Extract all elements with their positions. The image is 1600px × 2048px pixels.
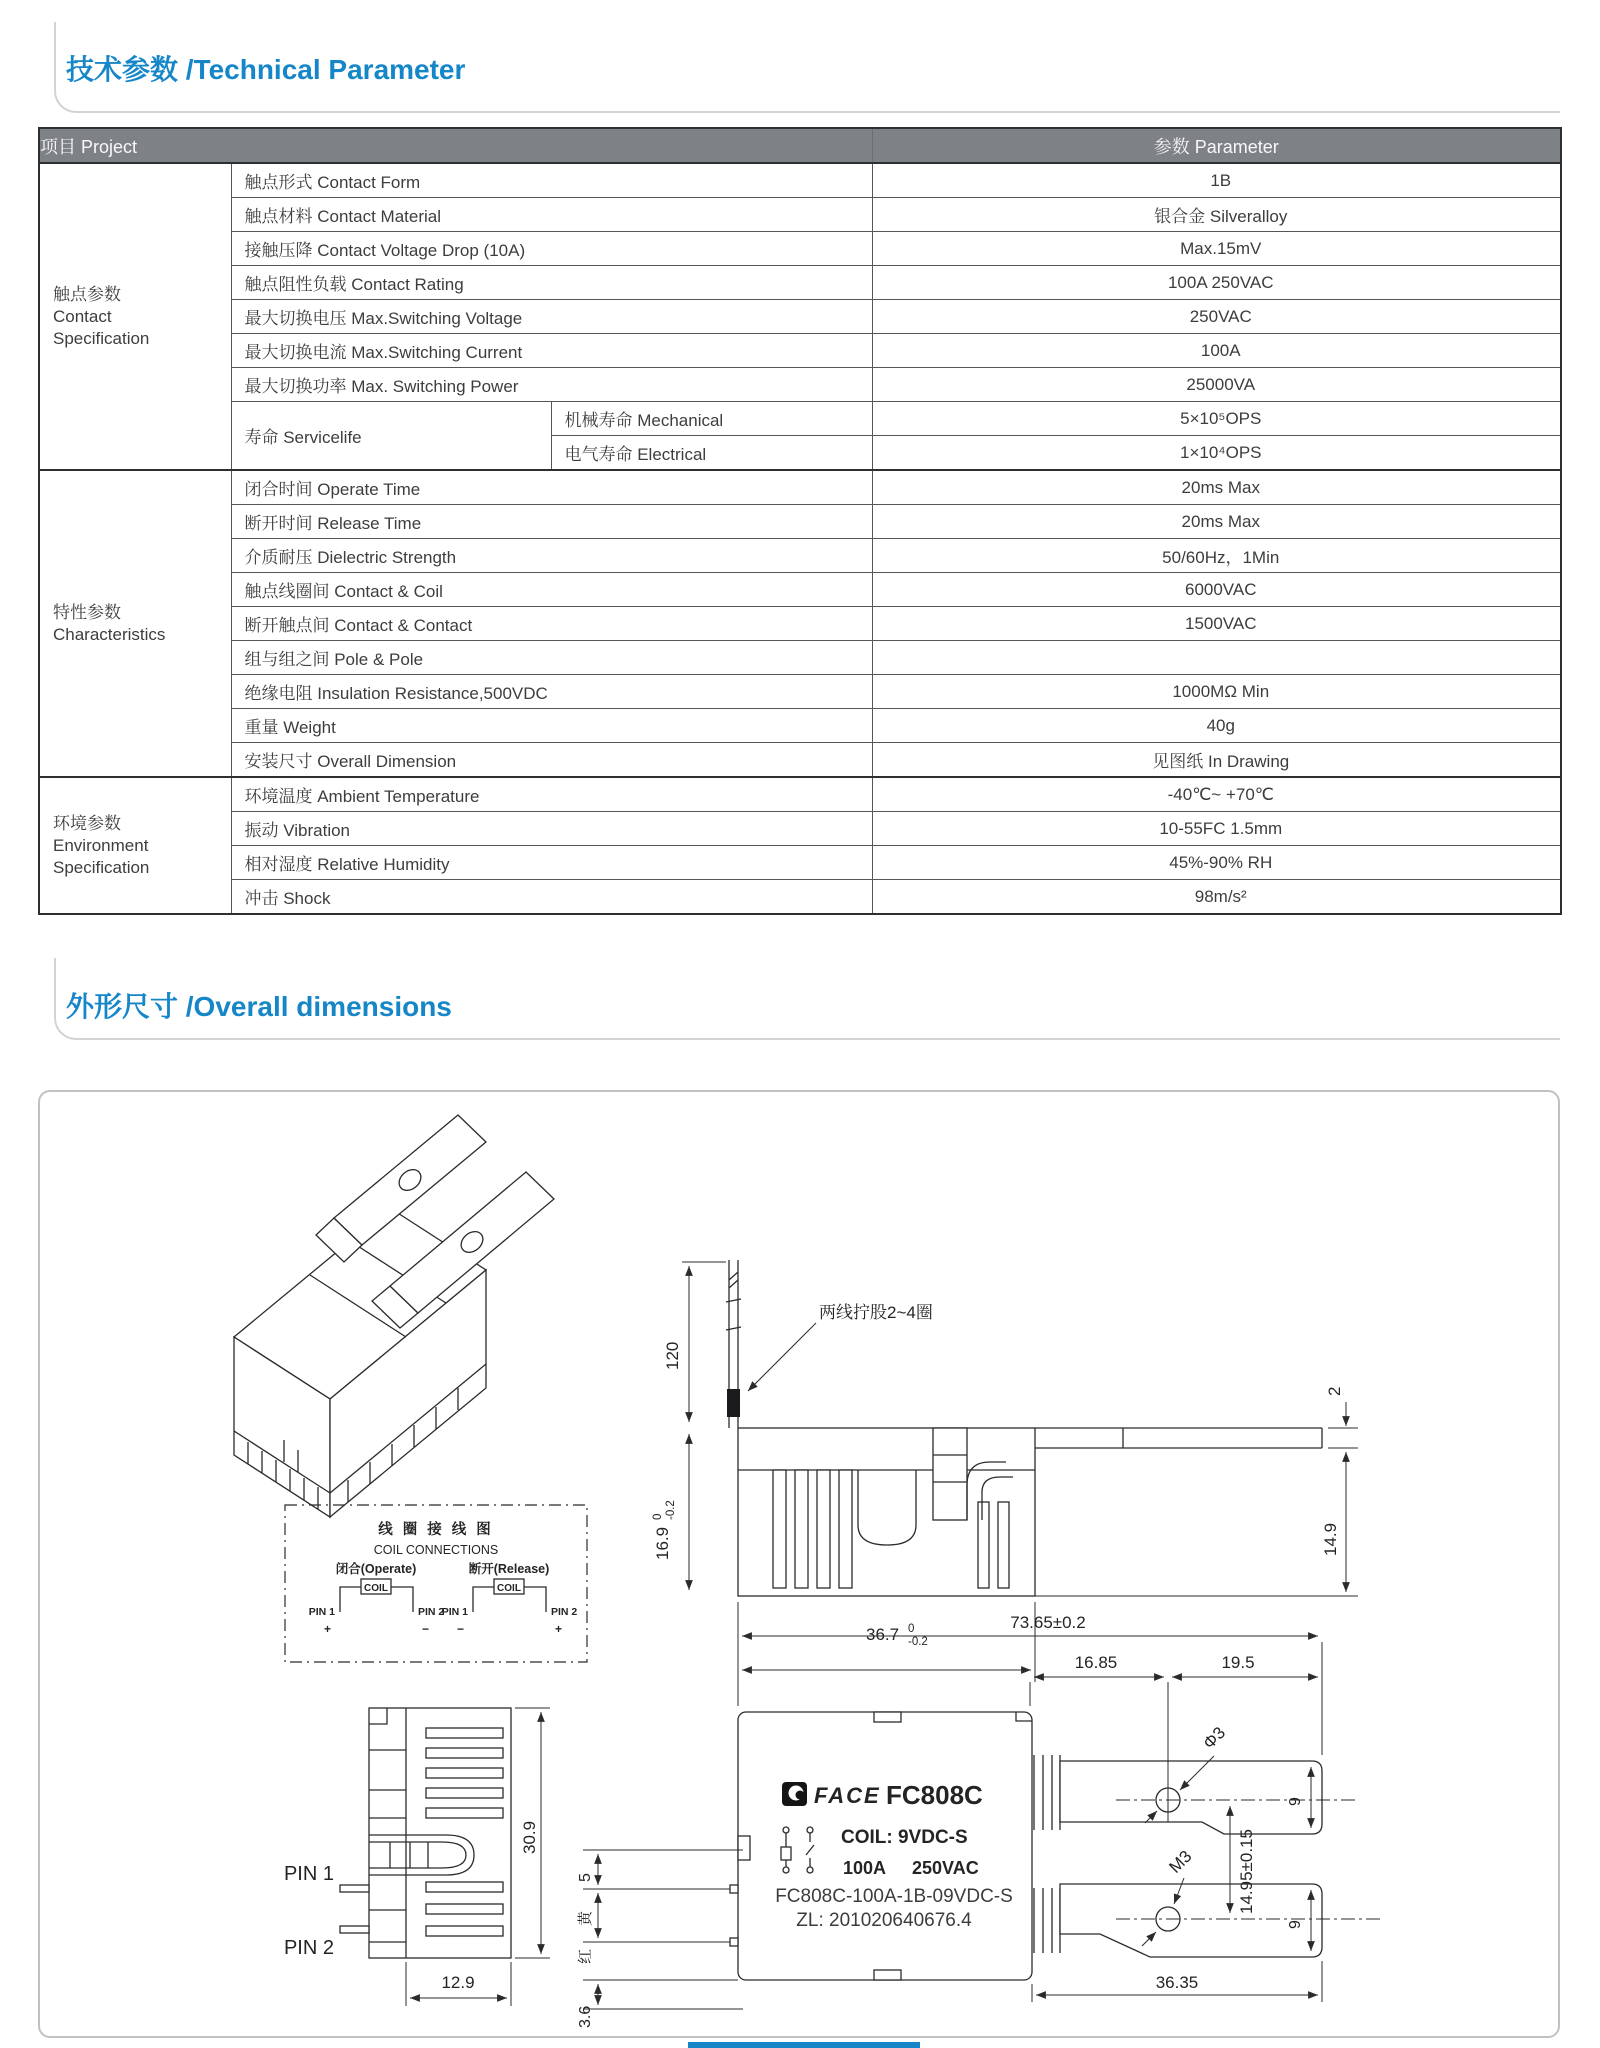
group-contact-specification: [39, 163, 231, 470]
rated-voltage: 250VAC: [912, 1858, 979, 1878]
pin2-label: PIN 2: [418, 1606, 445, 1618]
group-line: 环境参数: [53, 813, 121, 833]
row-value: -40℃~ +70℃: [872, 777, 1561, 812]
table-row: [39, 539, 1561, 573]
row-label: 振动 Vibration: [231, 812, 872, 846]
section-title-dimensions: 外形尺寸 /Overall dimensions: [66, 991, 452, 1022]
model-number: FC808C: [886, 1780, 983, 1810]
table-row: [39, 641, 1561, 675]
coil-diagram-title-cn: 线 圈 接 线 图: [378, 1522, 494, 1538]
coil-diagram-title-en: COIL CONNECTIONS: [373, 1543, 499, 1557]
release-label: 断开(Release): [468, 1562, 550, 1576]
row-sublabel: 电气寿命 Electrical: [551, 436, 872, 471]
table-row: [39, 846, 1561, 880]
col-header-project: 项目 Project: [39, 128, 872, 163]
row-sublabel: 机械寿命 Mechanical: [551, 402, 872, 436]
row-label: 介质耐压 Dielectric Strength: [231, 539, 872, 573]
dim-label-36-35: 36.35: [1155, 1973, 1199, 1992]
row-value: 银合金 Silveralloy: [872, 198, 1561, 232]
hole-callout-m3: M3: [1165, 1846, 1196, 1877]
row-value: 1B: [872, 163, 1561, 198]
row-label: 触点线圈间 Contact & Coil: [231, 573, 872, 607]
table-row: [39, 812, 1561, 846]
dimension-drawings: [38, 1090, 1560, 2036]
footer-accent-bar: [688, 2042, 920, 2048]
table-row: [39, 163, 1561, 198]
coil-connection-diagram: [285, 1505, 587, 1662]
dim-label-16-85: 16.85: [1074, 1653, 1118, 1672]
tolerance-upper: 0: [652, 1513, 664, 1520]
table-row: [39, 368, 1561, 402]
coil-spec-text: COIL: 9VDC-S: [841, 1827, 968, 1848]
coil-box-label: COIL: [364, 1583, 388, 1594]
group-line: Specification: [53, 857, 150, 877]
row-label-servicelife: 寿命 Servicelife: [231, 402, 551, 471]
group-characteristics: [39, 470, 231, 777]
row-value: 98m/s²: [872, 880, 1561, 915]
row-value: 100A: [872, 334, 1561, 368]
wire-label-red: 红: [577, 1948, 594, 1964]
table-row: [39, 709, 1561, 743]
row-label: 闭合时间 Operate Time: [231, 470, 872, 505]
hole-callout-phi3: Φ3: [1199, 1723, 1230, 1753]
row-label: 触点阻性负载 Contact Rating: [231, 266, 872, 300]
row-label: 组与组之间 Pole & Pole: [231, 641, 872, 675]
row-value: 1×10⁴OPS: [872, 436, 1561, 471]
polarity-plus: +: [555, 1622, 563, 1636]
front-view: [284, 1708, 550, 2006]
front-pin1-label: PIN 1: [283, 1863, 334, 1885]
row-label: 绝缘电阻 Insulation Resistance,500VDC: [231, 675, 872, 709]
tolerance-upper: 0: [908, 1623, 915, 1635]
dim-label-12-9: 12.9: [441, 1973, 475, 1992]
row-value: 见图纸 In Drawing: [872, 743, 1561, 778]
wire-label-yellow: 黄: [577, 1910, 594, 1926]
table-row: [39, 505, 1561, 539]
table-row: [39, 266, 1561, 300]
polarity-plus: +: [323, 1622, 331, 1636]
table-row: [39, 880, 1561, 915]
row-value: 250VAC: [872, 300, 1561, 334]
row-value: Max.15mV: [872, 232, 1561, 266]
row-value: 1000MΩ Min: [872, 675, 1561, 709]
table-row: [39, 573, 1561, 607]
part-number: FC808C-100A-1B-09VDC-S: [775, 1886, 1013, 1907]
isometric-view: [234, 1115, 554, 1517]
polarity-minus: −: [456, 1622, 464, 1636]
dim-label-120: 120: [663, 1341, 682, 1370]
polarity-minus: −: [422, 1622, 430, 1636]
row-label: 断开时间 Release Time: [231, 505, 872, 539]
tolerance-lower: -0.2: [665, 1500, 677, 1520]
brand-logo-text: FACE: [814, 1783, 881, 1808]
row-label: 安装尺寸 Overall Dimension: [231, 743, 872, 778]
row-label: 重量 Weight: [231, 709, 872, 743]
table-header-row: [39, 128, 1561, 163]
dim-label-9-top: 9: [1287, 1797, 1304, 1806]
pin1-label: PIN 1: [308, 1606, 335, 1618]
section-title-technical: 技术参数 /Technical Parameter: [66, 54, 466, 85]
tolerance-lower: -0.2: [908, 1636, 928, 1648]
dim-label-16-9: 16.9: [653, 1526, 672, 1560]
row-label: 相对湿度 Relative Humidity: [231, 846, 872, 880]
table-row: [39, 300, 1561, 334]
dim-label-30-9: 30.9: [520, 1820, 539, 1854]
twist-note-label: 两线拧股2~4圈: [819, 1303, 933, 1322]
row-label: 冲击 Shock: [231, 880, 872, 915]
row-value: 10-55FC 1.5mm: [872, 812, 1561, 846]
table-row: [39, 402, 1561, 436]
dim-label-36-7: 36.7: [866, 1625, 900, 1644]
table-row: [39, 470, 1561, 505]
row-label: 触点材料 Contact Material: [231, 198, 872, 232]
row-value: 50/60Hz，1Min: [872, 539, 1561, 573]
group-line: Contact: [53, 306, 112, 326]
row-value: 1500VAC: [872, 607, 1561, 641]
pin1-label: PIN 1: [441, 1606, 468, 1618]
row-value: 45%-90% RH: [872, 846, 1561, 880]
dim-label-2: 2: [1325, 1386, 1344, 1396]
table-row: [39, 777, 1561, 812]
group-line: Characteristics: [53, 624, 166, 644]
technical-parameter-table: [38, 127, 1562, 915]
table-row: [39, 607, 1561, 641]
row-value: 40g: [872, 709, 1561, 743]
row-label: 断开触点间 Contact & Contact: [231, 607, 872, 641]
dim-label-14-95: 14.95±0.15: [1237, 1829, 1256, 1914]
row-value: 20ms Max: [872, 470, 1561, 505]
rated-current: 100A: [843, 1858, 887, 1878]
front-pin2-label: PIN 2: [283, 1937, 334, 1959]
row-label: 最大切换电流 Max.Switching Current: [231, 334, 872, 368]
table-row: [39, 675, 1561, 709]
group-line: Specification: [53, 328, 150, 348]
side-view: [652, 1260, 1358, 1682]
row-label: 最大切换功率 Max. Switching Power: [231, 368, 872, 402]
group-line: 触点参数: [53, 284, 121, 304]
table-row: [39, 743, 1561, 778]
dim-label-9-bottom: 9: [1287, 1920, 1304, 1929]
row-label: 触点形式 Contact Form: [231, 163, 872, 198]
row-value: 6000VAC: [872, 573, 1561, 607]
coil-box-label: COIL: [497, 1583, 521, 1594]
table-row: [39, 198, 1561, 232]
dim-label-3-6: 3.6: [577, 2005, 594, 2028]
table-row: [39, 232, 1561, 266]
pin2-label: PIN 2: [551, 1606, 578, 1618]
operate-label: 闭合(Operate): [335, 1562, 417, 1576]
row-label: 最大切换电压 Max.Switching Voltage: [231, 300, 872, 334]
dim-label-5: 5: [577, 1873, 594, 1882]
row-value: 5×10⁵OPS: [872, 402, 1561, 436]
dim-label-14-9: 14.9: [1321, 1522, 1340, 1556]
group-environment-specification: [39, 777, 231, 914]
row-value: [872, 641, 1561, 675]
patent-number: ZL: 201020640676.4: [796, 1910, 972, 1931]
col-header-parameter: 参数 Parameter: [872, 128, 1561, 163]
row-value: 25000VA: [872, 368, 1561, 402]
table-row: [39, 334, 1561, 368]
row-value: 20ms Max: [872, 505, 1561, 539]
row-label: 接触压降 Contact Voltage Drop (10A): [231, 232, 872, 266]
dim-label-19-5: 19.5: [1221, 1653, 1255, 1672]
row-value: 100A 250VAC: [872, 266, 1561, 300]
dim-label-73-65: 73.65±0.2: [1010, 1613, 1086, 1632]
row-label: 环境温度 Ambient Temperature: [231, 777, 872, 812]
top-view: [576, 1613, 1383, 2028]
group-line: Environment: [53, 835, 149, 855]
group-line: 特性参数: [53, 602, 121, 622]
